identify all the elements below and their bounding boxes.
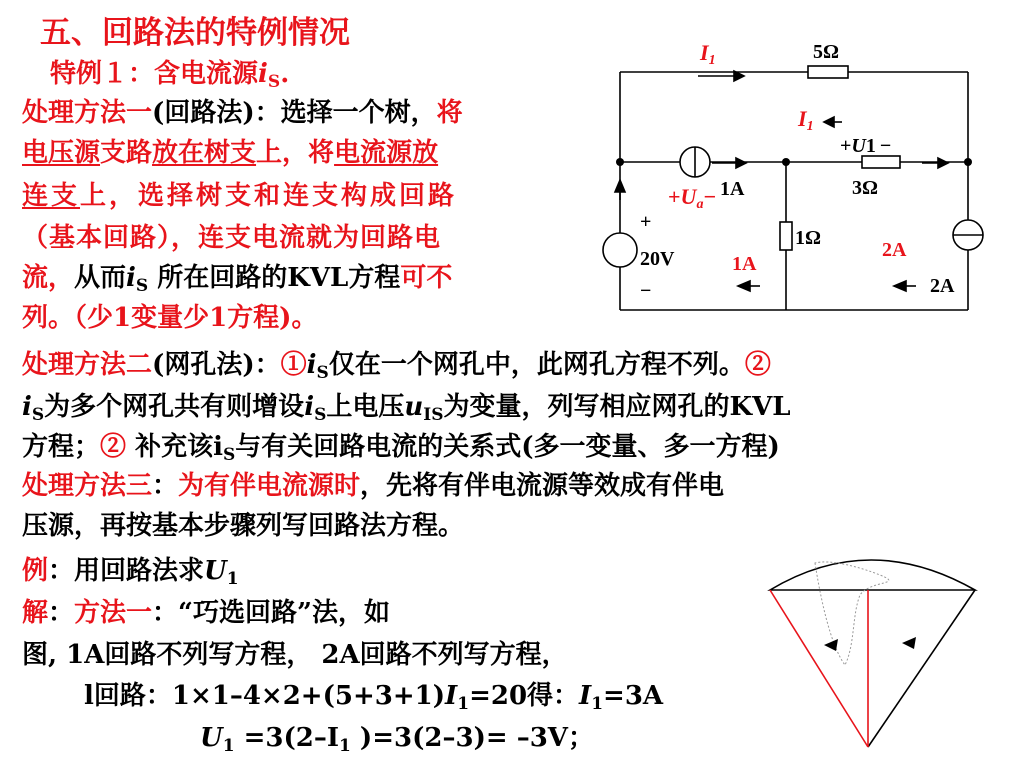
i1-sub: 1 bbox=[457, 694, 470, 714]
label-minus-20v: − bbox=[640, 280, 652, 302]
method1-text5a: 流， bbox=[22, 263, 75, 293]
special-case-desc: 含电流源 bbox=[154, 59, 259, 89]
u1-sub: 1 bbox=[226, 569, 239, 589]
solution-line4 bbox=[200, 722, 594, 762]
uis-sub: IS bbox=[423, 405, 444, 425]
left-edge bbox=[770, 590, 868, 747]
special-case-label: 特例１： bbox=[50, 59, 155, 89]
circuit-diagram bbox=[600, 30, 1010, 330]
voltage-source-text: 电压源 bbox=[22, 138, 101, 168]
i1-symbol: I bbox=[445, 681, 458, 711]
solution-eq-e: )=3(2–3)= –3V； bbox=[350, 723, 594, 753]
label-u1: +U1 − bbox=[840, 135, 892, 157]
is-symbol: i bbox=[304, 392, 315, 422]
label-plus-20v: + bbox=[640, 211, 652, 233]
method3-condition: 为有伴电流源时 bbox=[178, 471, 361, 501]
method3-line1 bbox=[22, 470, 724, 502]
resistor-5ohm bbox=[808, 66, 848, 78]
method1-text5d: 可不 bbox=[400, 263, 453, 293]
special-case-end: . bbox=[280, 59, 290, 89]
method2-text2c: 为变量，列写相应网孔的KVL bbox=[443, 392, 791, 422]
loop-illustration bbox=[760, 555, 990, 755]
circled-one: ① bbox=[280, 350, 307, 380]
solution-method: 方法一 bbox=[74, 598, 153, 628]
method3-line2: 压源，再按基本步骤列写回路法方程。 bbox=[22, 511, 465, 541]
top-arc bbox=[770, 560, 975, 590]
circled-two: ② bbox=[100, 432, 127, 462]
solution-colon: ： bbox=[48, 598, 75, 628]
solution-eq-b: =20得： bbox=[469, 681, 580, 711]
method2-heading: 处理方法二 bbox=[22, 350, 153, 380]
i1-symbol: I bbox=[579, 681, 592, 711]
method1-line2 bbox=[22, 137, 438, 169]
method1-text-red: 将 bbox=[436, 98, 463, 128]
method1-heading: 处理方法一 bbox=[22, 98, 153, 128]
label-i1-top: I1 bbox=[700, 40, 716, 68]
is-sub: S bbox=[316, 363, 329, 383]
node-left bbox=[616, 158, 624, 166]
method1-text3: 上，选择树支和连支构成回路 bbox=[80, 181, 458, 211]
arrow-i1-mid bbox=[824, 117, 834, 127]
method1-text5b: 从而 bbox=[74, 263, 127, 293]
solution-line1 bbox=[22, 597, 390, 629]
arrow-1a-source bbox=[736, 158, 746, 168]
label-ua: +Ua− bbox=[668, 184, 716, 212]
method2-text1: 仅在一个网孔中，此网孔方程不列。 bbox=[328, 350, 745, 380]
i1-sub: 1 bbox=[591, 694, 604, 714]
method2-text2b: 上电压 bbox=[326, 392, 405, 422]
label-2a-red: 2A bbox=[882, 239, 907, 261]
circled-two: ② bbox=[744, 350, 771, 380]
method1-line6: 列。（少1变量少1方程)。 bbox=[22, 303, 318, 333]
solution-line3 bbox=[84, 680, 663, 720]
label-3ohm: 3Ω bbox=[852, 177, 879, 199]
is-sub: S bbox=[314, 405, 327, 425]
special-case-line bbox=[50, 58, 289, 98]
method2-subtitle: (网孔法)： bbox=[152, 350, 281, 380]
solution-eq-a: l回路：1×1–4×2+(5+3+1) bbox=[84, 681, 446, 711]
u1-symbol: U bbox=[200, 723, 223, 753]
method3-heading: 处理方法三 bbox=[22, 471, 153, 501]
node-right bbox=[964, 158, 972, 166]
right-edge bbox=[868, 590, 975, 747]
resistor-1ohm bbox=[780, 222, 792, 250]
method2-line1 bbox=[22, 349, 771, 389]
method1-text5c: 所在回路的KVL方程 bbox=[148, 263, 401, 293]
is-symbol: i bbox=[126, 263, 136, 293]
solution-line2: 图, 1A回路不列写方程， 2A回路不列写方程， bbox=[22, 640, 568, 670]
arrow-loop-2a bbox=[894, 281, 906, 291]
label-i1-mid: I1 bbox=[798, 106, 814, 134]
is-symbol: i bbox=[22, 392, 32, 422]
method3-colon: ： bbox=[152, 471, 179, 501]
method1-line5 bbox=[22, 262, 452, 302]
page-title: 五、回路法的特例情况 bbox=[40, 15, 350, 51]
solution-text1: ：“巧选回路”法，如 bbox=[152, 598, 390, 628]
method3-text1: ，先将有伴电流源等效成有伴电 bbox=[360, 471, 725, 501]
arrow-3ohm bbox=[938, 158, 948, 168]
solution-eq-c: =3A bbox=[603, 681, 664, 711]
label-5ohm: 5Ω bbox=[813, 41, 840, 63]
solution-label: 解 bbox=[22, 598, 49, 628]
tree-branch-text: 放在树支 bbox=[152, 138, 257, 168]
arrow-left-loop bbox=[824, 639, 838, 651]
special-case-sub: S bbox=[267, 72, 281, 92]
method1-line4: （基本回路），连支电流就为回路电 bbox=[22, 223, 442, 253]
node-middle bbox=[782, 158, 790, 166]
method1-text: ：选择一个树， bbox=[254, 98, 437, 128]
arrow-right-loop bbox=[902, 637, 916, 649]
label-20v: 20V bbox=[640, 248, 675, 270]
method2-text3d: 与有关回路电流的关系式(多一变量、多一方程) bbox=[235, 432, 780, 462]
method2-line2 bbox=[22, 391, 791, 431]
method2-text3c: 补充该i bbox=[126, 432, 223, 462]
label-1a-source: 1A bbox=[720, 178, 745, 200]
link-branch-text: 连支 bbox=[22, 181, 81, 211]
uis-symbol: u bbox=[404, 392, 424, 422]
is-sub: S bbox=[222, 445, 236, 465]
example-text: ：用回路法求 bbox=[48, 556, 205, 586]
resistor-3ohm bbox=[862, 156, 900, 168]
special-case-symbol: i bbox=[258, 59, 268, 89]
is-symbol: i bbox=[306, 350, 317, 380]
is-sub: S bbox=[135, 276, 149, 296]
method2-text2a: 为多个网孔共有则增设 bbox=[44, 392, 305, 422]
method1-text2: 上，将 bbox=[256, 138, 335, 168]
method2-line3 bbox=[22, 431, 780, 471]
method1-line3 bbox=[22, 180, 457, 212]
example-line bbox=[22, 555, 239, 595]
i1-sub: 1 bbox=[339, 736, 351, 756]
current-source-text: 电流源放 bbox=[334, 138, 439, 168]
label-2a: 2A bbox=[930, 275, 955, 297]
is-sub: S bbox=[31, 405, 45, 425]
arrow-20v bbox=[615, 180, 625, 192]
method1-subtitle: (回路法) bbox=[152, 98, 255, 128]
voltage-source-20v bbox=[603, 233, 637, 267]
example-label: 例 bbox=[22, 556, 49, 586]
branch-text: 支路 bbox=[100, 138, 153, 168]
label-loop-1a: 1A bbox=[732, 253, 757, 275]
method1-line1 bbox=[22, 97, 463, 129]
arrow-loop-1a bbox=[738, 281, 750, 291]
method2-text3a: 方程； bbox=[22, 432, 101, 462]
label-1ohm: 1Ω bbox=[795, 227, 822, 249]
u1-symbol: U bbox=[204, 556, 227, 586]
solution-eq-d: =3(2–I bbox=[234, 723, 340, 753]
u1-sub: 1 bbox=[222, 736, 235, 756]
